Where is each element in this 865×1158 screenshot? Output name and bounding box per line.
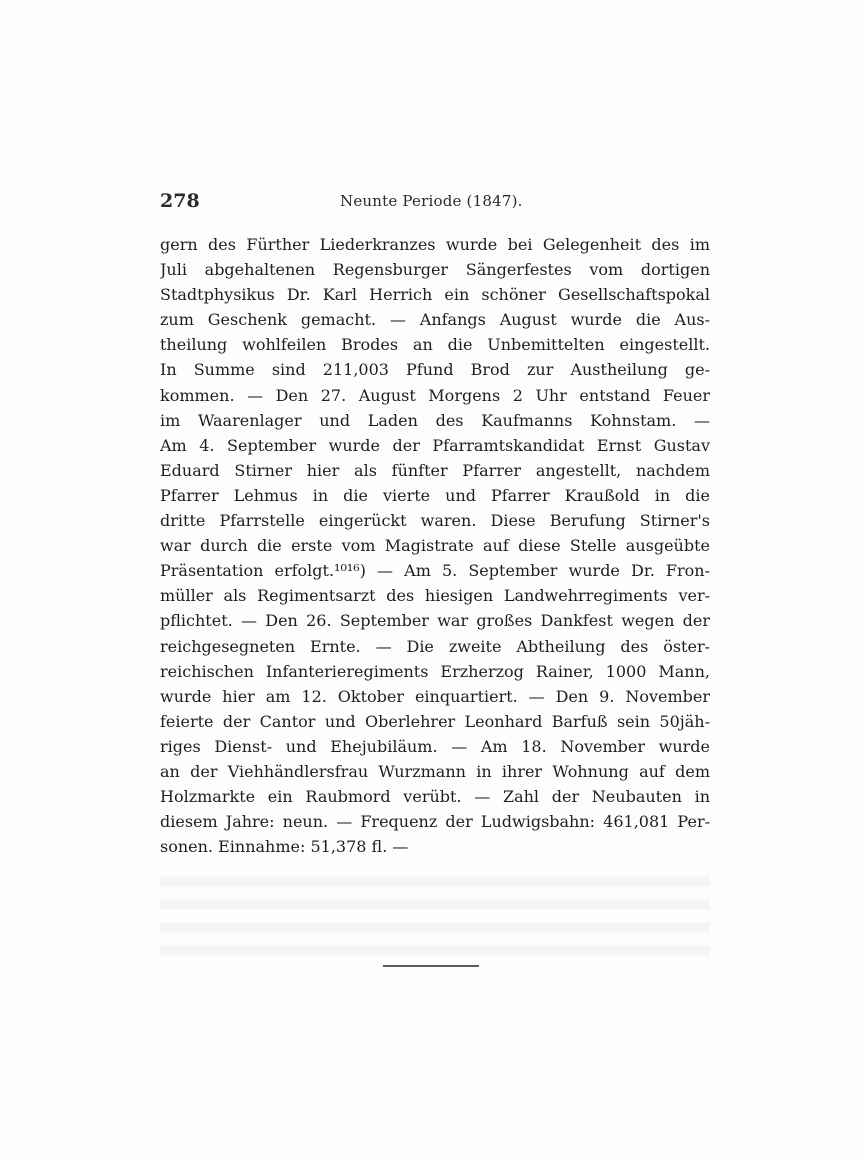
text-line: dritte Pfarrstelle eingerückt waren. Diese Berufung Stirner's — [160, 511, 710, 531]
text-line: Am 4. September wurde der Pfarramtskandidat Ernst Gustav — [160, 435, 710, 455]
running-head: Neunte Periode (1847). — [340, 192, 523, 210]
text-line: pflichtet. — Den 26. September war großes Dankfest wegen der — [160, 611, 710, 631]
text-line: müller als Regimentsarzt des hiesigen Landwehrregiments ver- — [160, 586, 710, 606]
text-line: Pfarrer Lehmus in die vierte und Pfarrer Kraußold in die — [160, 485, 710, 505]
text-line: Präsentation erfolgt.¹⁰¹⁶) — Am 5. September wurde Dr. Fron- — [160, 561, 710, 581]
text-line: Juli abgehaltenen Regensburger Sängerfestes vom dortigen — [160, 260, 710, 280]
page-number: 278 — [160, 190, 200, 212]
text-line: In Summe sind 211,003 Pfund Brod zur Austheilung ge- — [160, 360, 710, 380]
text-line: zum Geschenk gemacht. — Anfangs August wurde die Aus- — [160, 310, 710, 330]
body-paragraph — [160, 232, 710, 859]
text-line: theilung wohlfeilen Brodes an die Unbemittelten eingestellt. — [160, 335, 710, 355]
text-line: an der Viehhändlersfrau Wurzmann in ihrer Wohnung auf dem — [160, 761, 710, 781]
text-line: im Waarenlager und Laden des Kaufmanns Kohnstam. — — [160, 410, 710, 430]
text-line: feierte der Cantor und Oberlehrer Leonhard Barfuß sein 50jäh- — [160, 711, 710, 731]
text-line: diesem Jahre: neun. — Frequenz der Ludwigsbahn: 461,081 Per- — [160, 812, 710, 832]
text-line: kommen. — Den 27. August Morgens 2 Uhr entstand Feuer — [160, 385, 710, 405]
text-line: sonen. Einnahme: 51,378 fl. — — [160, 837, 409, 857]
text-line: reichischen Infanterieregiments Erzherzog Rainer, 1000 Mann, — [160, 661, 710, 681]
text-line: riges Dienst- und Ehejubiläum. — Am 18. November wurde — [160, 736, 710, 756]
text-line: gern des Fürther Liederkranzes wurde bei Gelegenheit des im — [160, 235, 710, 254]
text-line: Holzmarkte ein Raubmord verübt. — Zahl der Neubauten in — [160, 787, 710, 807]
text-line: wurde hier am 12. Oktober einquartiert. — Den 9. November — [160, 686, 710, 706]
text-line: Eduard Stirner hier als fünfter Pfarrer angestellt, nachdem — [160, 460, 710, 480]
text-line: Stadtphysikus Dr. Karl Herrich ein schöner Gesellschaftspokal — [160, 285, 710, 305]
text-line: war durch die erste vom Magistrate auf diese Stelle ausgeübte — [160, 536, 710, 556]
page-header — [160, 190, 710, 216]
text-line: reichgesegneten Ernte. — Die zweite Abtheilung des öster- — [160, 636, 710, 656]
show-through-text — [160, 868, 710, 966]
footnote-divider — [383, 965, 479, 967]
